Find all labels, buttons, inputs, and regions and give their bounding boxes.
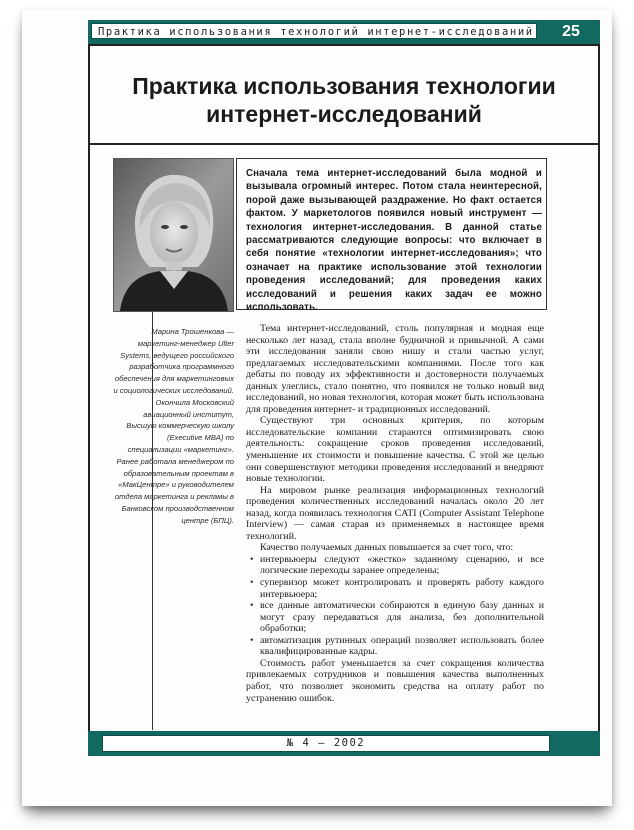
- running-title: Практика использования технологий интернет-исследований: [91, 23, 537, 39]
- bullet-icon: •: [250, 634, 254, 646]
- page-number: 25: [562, 23, 580, 40]
- title-line-2: интернет-исследований: [206, 101, 482, 127]
- author-bio: Марина Трошенкова — маркетинг-менеджер Ulter Systems, ведущего российского разработчика программного обеспечения для маркетинговых и социологических исследований. Окончила Московский авиационный институт, Высшую коммерческую школу (Executive MBA) по специализации «маркетинг». Ранее работала менеджером по образовательным проектам в «МакЦентре» и руководителем отдела маркетинга и рекламы в Банковском производственном центре (БПЦ).: [113, 327, 234, 525]
- running-header: [88, 20, 600, 44]
- author-photo: [113, 158, 234, 312]
- title-line-1: Практика использования технологии: [132, 73, 556, 99]
- bullet-icon: •: [250, 577, 254, 589]
- bullet-icon: •: [250, 600, 254, 612]
- list-item: • супервизор может контролировать и проверять работу каждого интервьюера;: [250, 577, 544, 600]
- bullet-list: [246, 554, 544, 658]
- title-rule: [88, 143, 600, 145]
- author-portrait-image: [114, 159, 233, 311]
- list-item: • автоматизация рутинных операций позволяет использовать более квалифицированные кадры.: [250, 634, 544, 658]
- article-body: [246, 323, 544, 704]
- body-paragraph: Тема интернет-исследований, столь популярная и модная еще несколько лет назад, стала вполне будничной и привычной. А сами эти исследования заняли свою нишу и стали частью услуг, предлагаемых исследовательскими компаниями. После того как дебаты по поводу их эффективности и достоверности получаемых данных улеглись, стало понятно, что появился не только новый вид исследований, но новая технология, которая может быть использована для проведения интернет- и традиционных исследований.: [246, 323, 544, 415]
- list-item: • интервьюеры следуют «жестко» заданному сценарию, и все логические переходы заранее определены;: [250, 553, 544, 577]
- issue-number: № 4 – 2002: [102, 735, 550, 752]
- body-paragraph: Качество получаемых данных повышается за счет того, что:: [260, 542, 514, 554]
- body-paragraph: Стоимость работ уменьшается за счет сокращения количества привлекаемых сотрудников и повышения качества выполненных работ, что позволяет экономить средства на оплату работ по устранению ошибок.: [246, 657, 544, 704]
- list-item: • все данные автоматически собираются в единую базу данных и могут сразу передаваться для анализа, без дополнительной обработки;: [250, 600, 544, 635]
- body-paragraph: Существуют три основных критерия, по которым исследовательские компании стараются оптимизировать свою деятельность: сокращение сроков проведения исследований, уменьшение их стоимости и повышение качества. С этой же целью они совершенствуют методики проведения исследований и внедряют новые технологии.: [246, 415, 544, 485]
- bullet-icon: •: [250, 553, 254, 565]
- footer-bar: [88, 731, 600, 756]
- body-paragraph: На мировом рынке реализация информационных технологий проведения количественных исследований началась около 20 лет назад, когда появилась технология CATI (Computer Assistant Telephone Interview) — самая старая из применяемых в настоящее время технологий.: [246, 484, 544, 542]
- article-title: [92, 72, 596, 128]
- lead-paragraph: Сначала тема интернет-исследований была модной и вызывала огромный интерес. Потом стала неинтересной, порой даже вызывающей раздражение. Но факт остается фактом. У маркетологов появился новый инструмент — технология интернет-исследования. В данной статье рассматриваются следующие вопросы: что включает в себя понятие «технологии интернет-исследования»; что означает на практике использование этой технологии проведения исследований; для проведения каких исследований и решения каких задач ее можно использовать.: [246, 168, 542, 314]
